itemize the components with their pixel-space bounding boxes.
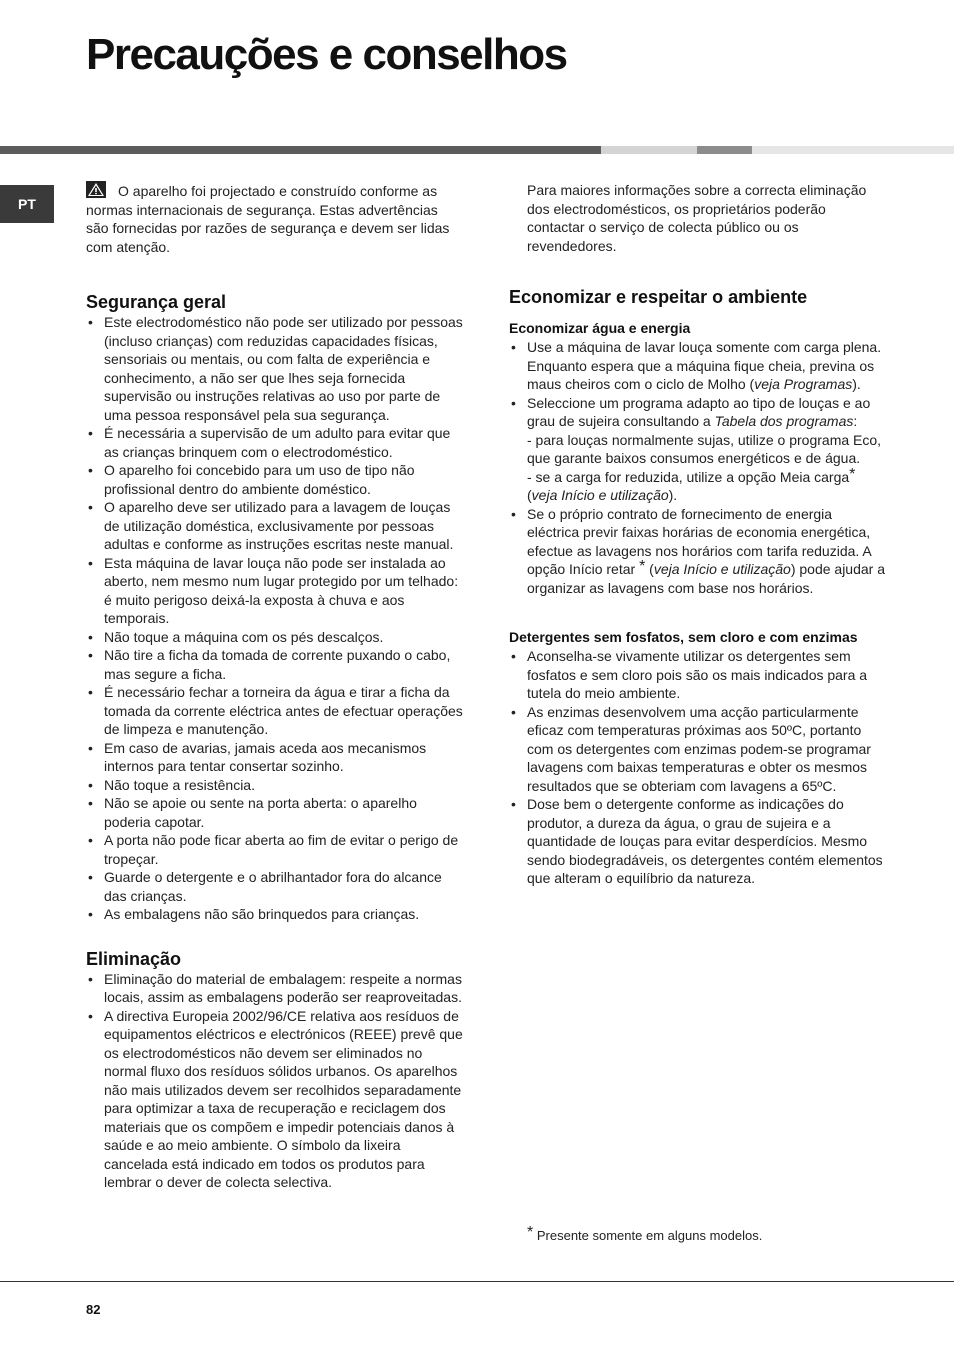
detergent-item: • Dose bem o detergente conforme as indicações do produtor, a dureza da água, o grau de sujeira e a quantidade de louças para evitar desperdícios. Mesmo sendo biodegradáveis, os detergentes contém elementos que alteram o equilíbrio da natureza. — [509, 795, 887, 888]
detergents-list — [509, 647, 887, 888]
header-bar-light-end — [752, 146, 954, 154]
header-bar-mid — [697, 146, 752, 154]
disposal-item: • Eliminação do material de embalagem: respeite a normas locais, assim as embalagens poderão ser reaproveitadas. — [86, 970, 464, 1007]
safety-item: • As embalagens não são brinquedos para crianças. — [86, 905, 464, 924]
header-bar-dark — [0, 146, 601, 154]
safety-item: • O aparelho deve ser utilizado para a lavagem de louças de utilização doméstica, exclusivamente por pessoas adultas e conforme as instruções escritas neste manual. — [86, 498, 464, 554]
water-energy-heading: Economizar água e energia — [509, 320, 691, 336]
program-note-half-load: - se a carga for reduzida, utilize a opção Meia carga* (veja Início e utilização). — [527, 465, 856, 503]
detergent-item: • Aconselha-se vivamente utilizar os detergentes sem fosfatos e sem cloro pois são os mais indicados para a tutela do meio ambiente. — [509, 647, 887, 703]
disposal-item: • A directiva Europeia 2002/96/CE relativa aos resíduos de equipamentos eléctricos e electrónicos (REEE) prevê que os electrodomésticos não devem ser eliminados no normal fluxo dos resíduos sólidos urbanos. Os aparelhos não mais utilizados devem ser recolhidos separadamente para optimizar a taxa de recuperação e reciclagem dos materiais que os compõem e impedir potenciais danos à saúde e ao meio ambiente. O símbolo da lixeira cancelada está indicado em todos os produtos para lembrar o dever de colecta selectiva. — [86, 1007, 464, 1192]
water-energy-list — [509, 338, 887, 597]
safety-item: • Guarde o detergente e o abrilhantador fora do alcance das crianças. — [86, 868, 464, 905]
safety-list — [86, 313, 464, 924]
bottom-rule — [0, 1281, 954, 1282]
safety-item: • É necessária a supervisão de um adulto para evitar que as crianças brinquem com o electrodoméstico. — [86, 424, 464, 461]
water-item: • Use a máquina de lavar louça somente com carga plena. Enquanto espera que a máquina fique cheia, previna os maus cheiros com o ciclo de Molho (veja Programas). — [509, 338, 887, 394]
right-column — [509, 181, 887, 888]
safety-item: • A porta não pode ficar aberta ao fim de evitar o perigo de tropeçar. — [86, 831, 464, 868]
asterisk-marker: * — [527, 1224, 534, 1241]
safety-item: • Em caso de avarias, jamais aceda aos mecanismos internos para tentar consertar sozinho. — [86, 739, 464, 776]
safety-item: • Não toque a resistência. — [86, 776, 464, 795]
water-item: • Se o próprio contrato de fornecimento de energia eléctrica previr faixas horárias de economia energética, efectue as lavagens nos horários com tarifa reduzida. A opção Início retar * (veja Início e utilização) pode ajudar a organizar as lavagens com base nos horários. — [509, 505, 887, 598]
page-title: Precauções e conselhos — [86, 30, 567, 79]
program-note-eco: - para louças normalmente sujas, utilize o programa Eco, que garante baixos consumos energéticos e de água. — [527, 431, 882, 466]
water-item: • Seleccione um programa adapto ao tipo de louças e ao grau de sujeira consultando a Tabela dos programas: - para louças normalmente sujas, utilize o programa Eco, que garante baixos consumos energéticos e de água. - se a carga for reduzida, utilize a opção Meia carga* (veja Início e utilização). — [509, 394, 887, 505]
disposal-continuation: Para maiores informações sobre a correcta eliminação dos electrodomésticos, os proprietários poderão contactar o serviço de colecta público ou os revendedores. — [527, 182, 867, 254]
safety-item: • É necessário fechar a torneira da água e tirar a ficha da tomada da corrente eléctrica antes de efectuar operações de limpeza e manutenção. — [86, 683, 464, 739]
safety-item: • Este electrodoméstico não pode ser utilizado por pessoas (incluso crianças) com reduzidas capacidades físicas, sensoriais ou mentais, ou com falta de experiência e conhecimento, a não ser que lhes seja fornecida supervisão ou instruções relativas ao uso por parte de uma pessoa responsável pela sua segurança. — [86, 313, 464, 424]
safety-item: • O aparelho foi concebido para um uso de tipo não profissional dentro do ambiente doméstico. — [86, 461, 464, 498]
header-bar-light — [601, 146, 697, 154]
left-column — [86, 181, 464, 1192]
detergent-item: • As enzimas desenvolvem uma acção particularmente eficaz com temperaturas próximas aos 50ºC, portanto com os detergentes com enzimas podem-se programar lavagens com baixas temperaturas e obter os mesmos resultados que se obteriam com lavagens a 65ºC. — [509, 703, 887, 796]
warning-icon — [86, 181, 106, 198]
detergents-heading: Detergentes sem fosfatos, sem cloro e com enzimas — [509, 629, 858, 645]
asterisk-marker: * — [639, 558, 646, 575]
page-number: 82 — [86, 1302, 101, 1317]
disposal-list — [86, 970, 464, 1192]
disposal-heading: Eliminação — [86, 948, 182, 969]
safety-item: • Não se apoie ou sente na porta aberta: o aparelho poderia capotar. — [86, 794, 464, 831]
safety-item: • Não tire a ficha da tomada de corrente puxando o cabo, mas segure a ficha. — [86, 646, 464, 683]
environment-heading: Economizar e respeitar o ambiente — [509, 287, 808, 307]
asterisk-marker: * — [849, 465, 856, 483]
intro-text: O aparelho foi projectado e construído conforme as normas internacionais de segurança. Estas advertências são fornecidas por razões de segurança e devem ser lidas com atenção. — [86, 183, 450, 255]
safety-item: • Não toque a máquina com os pés descalços. — [86, 628, 464, 647]
safety-heading: Segurança geral — [86, 292, 227, 312]
language-tab: PT — [0, 185, 54, 223]
safety-item: • Esta máquina de lavar louça não pode ser instalada ao aberto, nem mesmo num lugar protegido por um telhado: é muito perigoso deixá-la exposta à chuva e aos temporais. — [86, 554, 464, 628]
footnote: * Presente somente em alguns modelos. — [527, 1224, 763, 1243]
intro-paragraph — [86, 181, 464, 256]
